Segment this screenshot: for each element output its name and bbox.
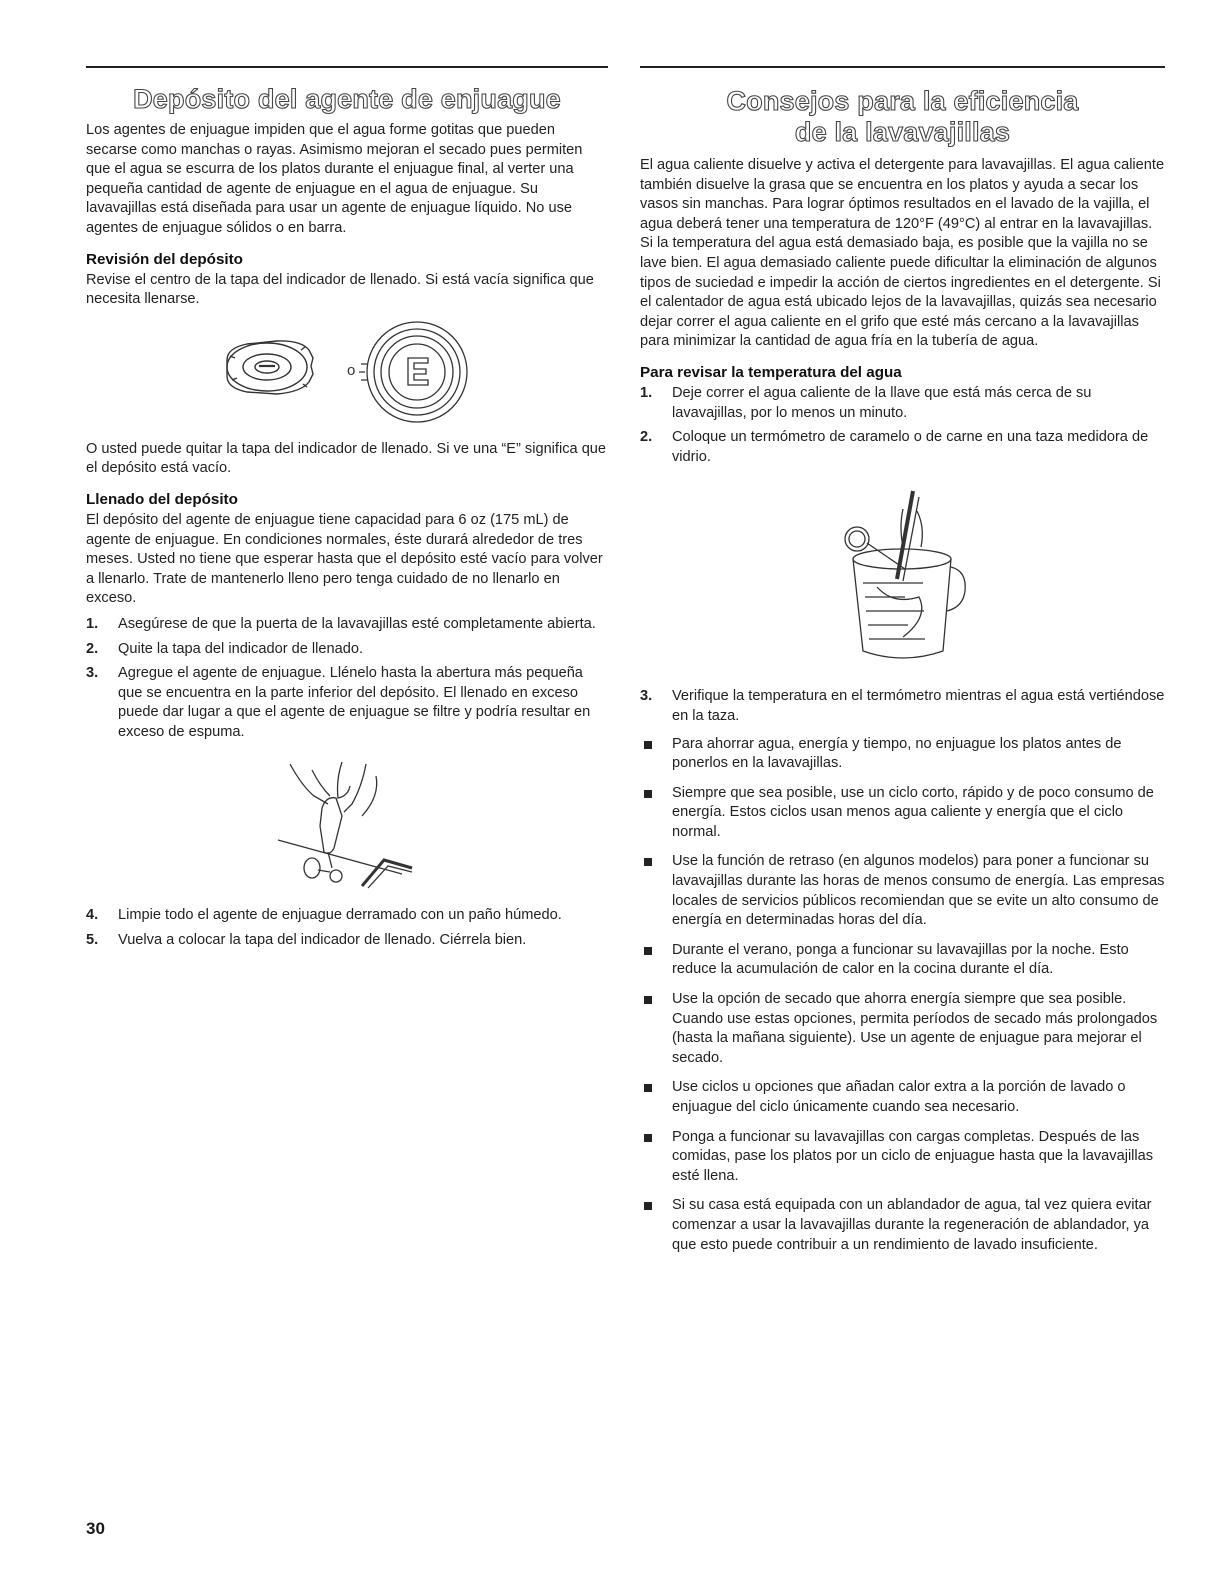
list-item	[640, 428, 1165, 467]
list-item	[86, 640, 608, 660]
list-item	[86, 664, 608, 742]
section-title-efficiency	[640, 86, 1165, 148]
left-column	[86, 66, 608, 956]
pouring-rinse-aid-illustration	[272, 756, 422, 896]
tip-text: Use la función de retraso (en algunos modelos) para poner a funcionar su lavavajillas durante las horas de menos consumo de energía. Las empresas locales de servicios públicos recomiendan que se evite un alto consumo de energía en determinadas horas del día.	[672, 853, 1165, 929]
list-item	[640, 384, 1165, 423]
list-item	[86, 615, 608, 635]
step-number: 2.	[86, 640, 99, 657]
list-item	[640, 784, 1165, 843]
heading-check-dispenser: Revisión del depósito	[86, 250, 243, 268]
right-column	[640, 66, 1165, 1265]
list-item	[640, 687, 1165, 726]
step-number: 1.	[640, 384, 653, 401]
figure-label-or: o	[347, 361, 356, 379]
bullet-square-icon	[644, 858, 652, 866]
step-number: 2.	[640, 429, 653, 446]
bullet-square-icon	[644, 1134, 652, 1142]
heading-fill-dispenser: Llenado del depósito	[86, 490, 238, 508]
rinse-aid-bottle	[320, 798, 342, 854]
temperature-steps-list	[640, 384, 1165, 467]
check-dispenser-text: Revise el centro de la tapa del indicador de llenado. Si está vacía significa que necesita llenarse.	[86, 271, 594, 308]
bullet-square-icon	[644, 947, 652, 955]
temperature-steps-list-continued	[640, 687, 1165, 726]
step-text: Verifique la temperatura en el termómetro mientras el agua está vertiéndose en la taza.	[672, 688, 1165, 724]
thermometer-in-cup-illustration	[833, 487, 973, 665]
section-title-rinse-aid: Depósito del agente de enjuague	[133, 84, 561, 114]
step-number: 3.	[640, 688, 653, 705]
indicator-e-drawing	[359, 322, 467, 422]
step-text: Asegúrese de que la puerta de la lavavajillas esté completamente abierta.	[118, 615, 596, 632]
list-item	[640, 990, 1165, 1068]
fill-steps-list	[86, 615, 608, 743]
fill-dispenser-text: El depósito del agente de enjuague tiene capacidad para 6 oz (175 mL) de agente de enjuague. En condiciones normales, éste durará alrededor de tres meses. Usted no tiene que esperar hasta que el depósito esté vacío para volver a llenarlo. Trate de mantenerlo lleno pero tenga cuidado de no llenarlo en exceso.	[86, 511, 603, 607]
top-rule	[86, 66, 608, 68]
step-text: Limpie todo el agente de enjuague derramado con un paño húmedo.	[118, 907, 562, 924]
step-text: Quite la tapa del indicador de llenado.	[118, 640, 364, 657]
page-number: 30	[86, 1519, 105, 1538]
bullet-square-icon	[644, 790, 652, 798]
bullet-square-icon	[644, 996, 652, 1004]
rinse-aid-intro: Los agentes de enjuague impiden que el agua forme gotitas que pueden secarse como manchas o rayas. Asimismo mejoran el secado pues permiten que el agua se escurra de los platos durante el enjuague final, al verter una pequeña cantidad de agente de enjuague en el agua de enjuague. Su lavavajillas está diseñada para usar un agente de enjuague líquido. No use agentes de enjuague sólidos o en barra.	[86, 122, 583, 236]
fill-steps-list-continued	[86, 906, 608, 950]
bullet-square-icon	[644, 1084, 652, 1092]
top-rule	[640, 66, 1165, 68]
step-text: Deje correr el agua caliente de la llave que está más cerca de su lavavajillas, por lo menos un minuto.	[672, 384, 1092, 421]
bullet-square-icon	[644, 1202, 652, 1210]
step-text: Vuelva a colocar la tapa del indicador de llenado. Ciérrela bien.	[118, 932, 527, 949]
list-item	[640, 1078, 1165, 1117]
tip-text: Use ciclos u opciones que añadan calor extra a la porción de lavado o enjuague del ciclo únicamente cuando sea necesario.	[672, 1079, 1126, 1115]
step-text: Coloque un termómetro de caramelo o de carne en una taza medidora de vidrio.	[672, 429, 1149, 465]
tip-text: Siempre que sea posible, use un ciclo corto, rápido y de poco consumo de energía. Estos ciclos usan menos agua caliente y energía que el ciclo normal.	[672, 784, 1154, 840]
heading-check-temperature: Para revisar la temperatura del agua	[640, 363, 902, 381]
step-text: Agregue el agente de enjuague. Llénelo hasta la abertura más pequeña que se encuentra en la parte inferior del depósito. El llenado en exceso puede dar lugar a que el agente de enjuague se filtre y podría resultar en exceso de espuma.	[118, 665, 591, 740]
list-item	[640, 1128, 1165, 1187]
step-number: 4.	[86, 907, 99, 924]
list-item	[640, 852, 1165, 930]
tip-text: Ponga a funcionar su lavavajillas con cargas completas. Después de las comidas, pase los platos por un ciclo de enjuague hasta que la lavavajillas esté llena.	[672, 1128, 1154, 1184]
tip-text: Si su casa está equipada con un ablandador de agua, tal vez quiera evitar comenzar a usar la lavavajillas durante la regeneración de ablandador, ya que esto puede contribuir a un rendimiento de lavado insuficiente.	[672, 1197, 1152, 1253]
list-item	[640, 1196, 1165, 1255]
tip-text: Durante el verano, ponga a funcionar su lavavajillas por la noche. Esto reduce la acumulación de calor en la cocina durante el día.	[672, 941, 1129, 978]
efficiency-tips-list	[640, 735, 1165, 1256]
door-edge-line	[278, 840, 402, 874]
after-figure-text: O usted puede quitar la tapa del indicador de llenado. Si ve una “E” significa que el depósito está vacío.	[86, 440, 607, 477]
list-item	[640, 735, 1165, 774]
fill-indicator-illustration	[197, 320, 497, 432]
efficiency-intro: El agua caliente disuelve y activa el detergente para lavavajillas. El agua caliente también disuelve la grasa que se encuentra en los platos y ayuda a secar los vasos sin manchas. Para lograr óptimos resultados en el lavado de la vajilla, el agua deberá tener una temperatura de 120°F (49°C) al entrar en la lavavajillas. Si la temperatura del agua está demasiado baja, es posible que la vajilla no se lave bien. El agua demasiado caliente puede dificultar la eliminación de algunos tipos de suciedad e impedir la acción de ciertos ingredientes en el detergente. Si el calentador de agua está ubicado lejos de la lavavajillas, quizás sea necesario dejar correr el agua caliente en el grifo que esté más cercano a la lavavajillas para minimizar la cantidad de agua fría en la tubería de agua.	[640, 157, 1165, 350]
indicator-cap-drawing	[227, 341, 313, 394]
figure-label-e: E	[197, 319, 198, 321]
step-number: 5.	[86, 932, 99, 949]
list-item	[86, 931, 608, 951]
tip-text: Use la opción de secado que ahorra energía siempre que sea posible. Cuando use estas opciones, permita períodos de secado más prolongados (hasta la mañana siguiente). Use un agente de enjuague para mejorar el secado.	[672, 991, 1158, 1066]
measuring-cup	[853, 559, 951, 658]
step-number: 1.	[86, 615, 99, 632]
bullet-square-icon	[644, 741, 652, 749]
tip-text: Para ahorrar agua, energía y tiempo, no enjuague los platos antes de ponerlos en la lavavajillas.	[672, 735, 1122, 772]
title-line-1: Consejos para la eficiencia	[726, 86, 1079, 116]
title-line-2: de la lavavajillas	[794, 117, 1011, 147]
step-number: 3.	[86, 665, 99, 682]
list-item	[640, 941, 1165, 980]
list-item	[86, 906, 608, 926]
